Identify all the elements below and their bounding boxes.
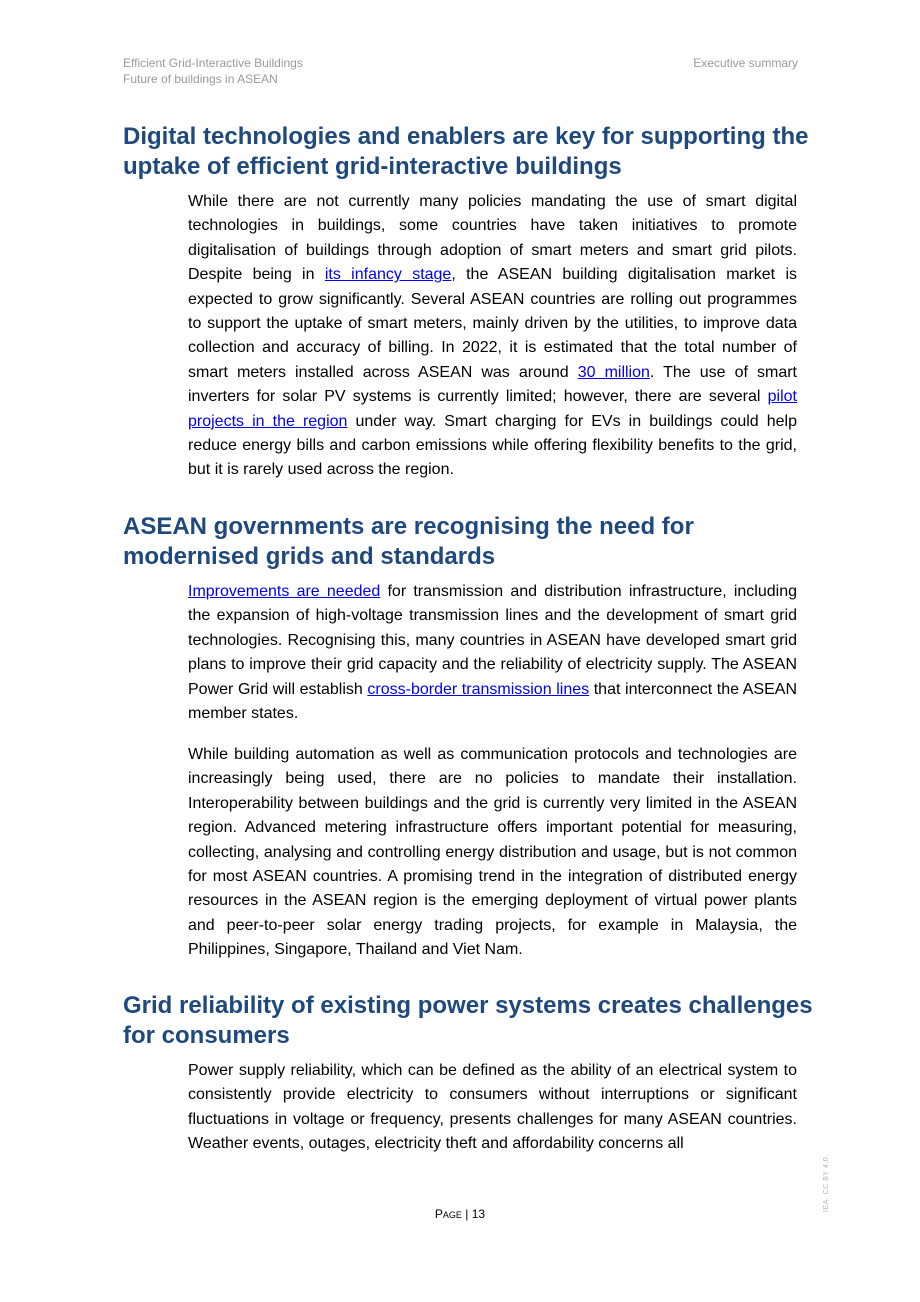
running-header-left	[123, 55, 303, 87]
page-footer	[0, 1206, 920, 1223]
running-header-right: Executive summary	[693, 56, 798, 70]
section-heading-grid-reliability: Grid reliability of existing power systems creates challenges for consumers	[123, 992, 813, 1049]
license-notice: IEA. CC BY 4.0.	[823, 1154, 830, 1212]
link-30-million[interactable]: 30 million	[577, 363, 650, 381]
section-heading-modernised-grids: ASEAN governments are recognising the need for modernised grids and standards	[123, 513, 694, 570]
header-report-title: Efficient Grid-Interactive Buildings	[123, 56, 303, 70]
text-run: . The use of smart inverters for solar PV systems is currently limited; however, there are several	[188, 363, 797, 406]
link-improvements-needed[interactable]: Improvements are needed	[188, 583, 381, 600]
link-cross-border-lines[interactable]: cross-border transmission lines	[367, 680, 590, 698]
page-number: 13	[471, 1207, 486, 1221]
page-label	[435, 1207, 462, 1221]
text-run: While there are not currently many policies mandating the use of smart digital technologies in buildings, some countries have taken initiatives to promote digitalisation of buildings through adoption of smart meters and smart grid pilots. Despite being in	[188, 193, 797, 284]
paragraph-building-automation: While building automation as well as communication protocols and technologies are increasingly being used, there are no policies to mandate their installation. Interoperability between buildings and the grid is currently very limited in the ASEAN region. Advanced metering infrastructure offers important potential for measuring, collecting, analysing and controlling energy distribution and usage, but is not common for most ASEAN countries. A promising trend in the integration of distributed energy resources in the ASEAN region is the emerging deployment of virtual power plants and peer-to-peer solar energy trading projects, for example in Malaysia, the Philippines, Singapore, Thailand and Viet Nam.	[188, 746, 797, 959]
paragraph-digital-technologies	[188, 190, 797, 483]
link-infancy-stage[interactable]: its infancy stage	[324, 266, 452, 284]
page-label-initial: P	[434, 1207, 443, 1221]
page-label-rest: AGE	[442, 1210, 462, 1220]
header-report-subtitle: Future of buildings in ASEAN	[123, 72, 278, 86]
paragraph-modernised-grids	[188, 580, 797, 726]
paragraph-grid-reliability: Power supply reliability, which can be defined as the ability of an electrical system to consistently provide electricity to consumers without interruptions or significant fluctuations in voltage or frequency, presents challenges for many ASEAN countries. Weather events, outages, electricity theft and affordability concerns all	[188, 1062, 797, 1153]
text-run: that interconnect the ASEAN member states.	[188, 680, 798, 723]
text-run: under way. Smart charging for EVs in buildings could help reduce energy bills and carbon emissions while offering flexibility benefits to the grid, but it is rarely used across the region.	[188, 412, 798, 479]
link-pilot-projects[interactable]: pilot projects in the region	[188, 388, 797, 430]
text-run: for transmission and distribution infrastructure, including the expansion of high-voltage transmission lines and the development of smart grid technologies. Recognising this, many countries in ASEAN have developed smart grid plans to improve their grid capacity and the reliability of electricity supply. The ASEAN Power Grid will establish	[188, 583, 797, 698]
text-run: , the ASEAN building digitalisation market is expected to grow significantly. Several ASEAN countries are rolling out programmes to support the uptake of smart meters, mainly driven by the utilities, to improve data collection and accuracy of billing. In 2022, it is estimated that the total number of smart meters installed across ASEAN was around	[188, 266, 798, 381]
footer-separator: |	[461, 1207, 472, 1221]
section-heading-digital-technologies: Digital technologies and enablers are key for supporting the uptake of efficient grid-interactive buildings	[123, 123, 809, 180]
